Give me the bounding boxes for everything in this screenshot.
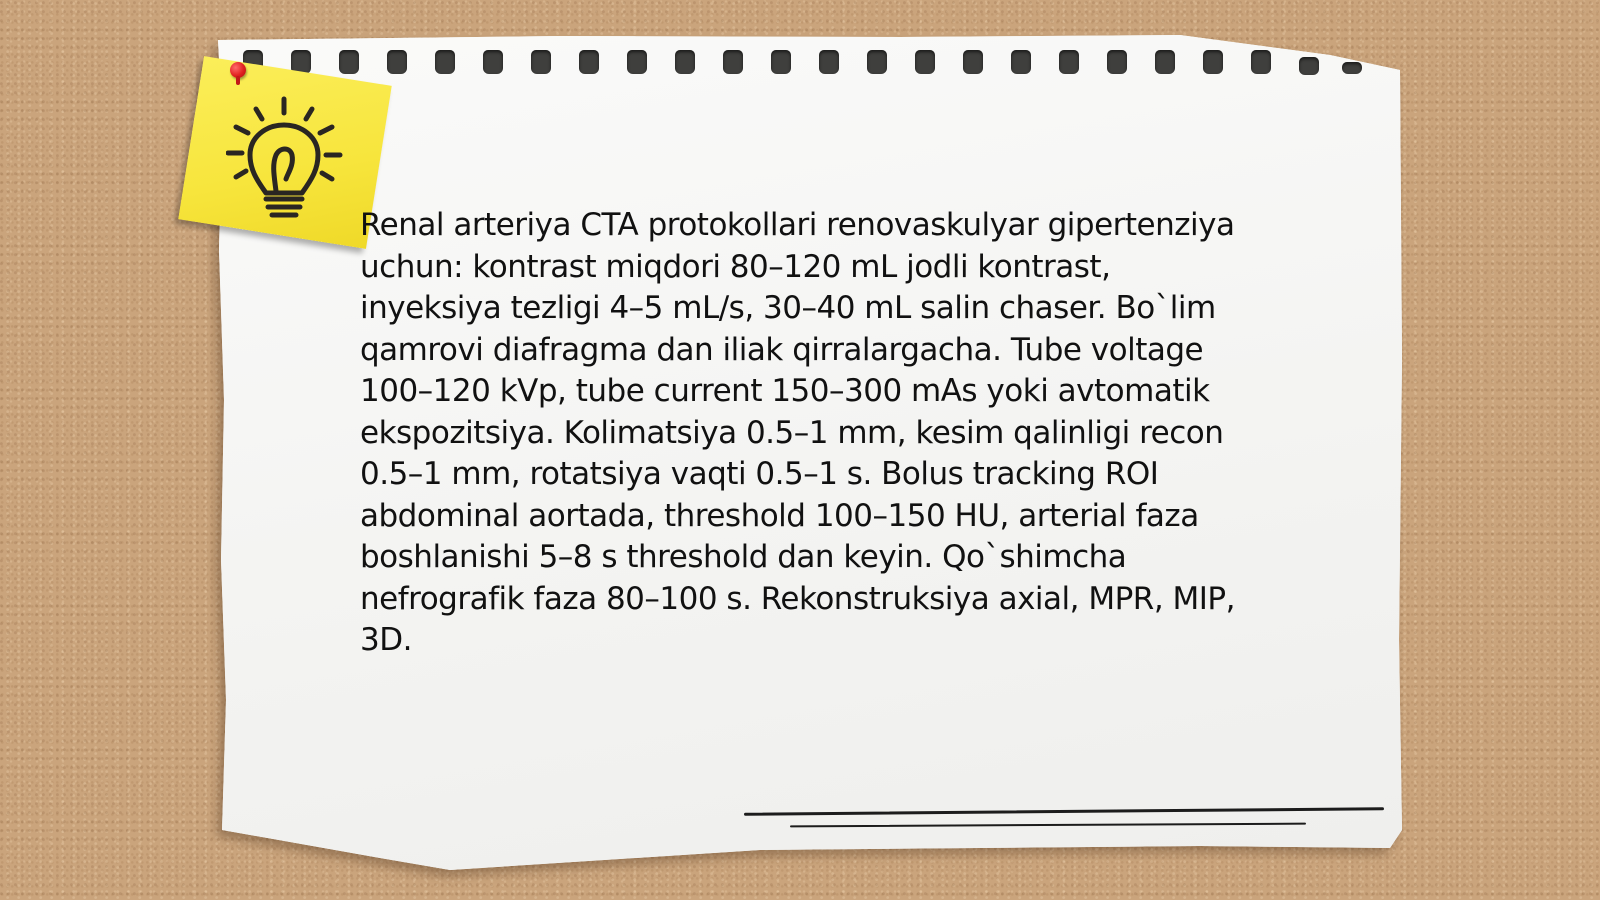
binder-hole [915, 50, 935, 74]
binder-hole [867, 50, 887, 74]
binder-hole [723, 50, 743, 74]
lightbulb-icon [226, 95, 346, 225]
binder-hole [1342, 62, 1362, 74]
binder-hole [771, 50, 791, 74]
binder-hole [483, 50, 503, 74]
push-pin-icon [230, 62, 246, 78]
binder-hole [579, 50, 599, 74]
binder-hole [1203, 50, 1223, 74]
binder-hole [1059, 50, 1079, 74]
binder-hole [387, 50, 407, 74]
binder-hole [1251, 50, 1271, 74]
binder-hole [675, 50, 695, 74]
binder-hole [1011, 50, 1031, 74]
binder-hole [1107, 50, 1127, 74]
binder-hole [963, 50, 983, 74]
binder-hole [531, 50, 551, 74]
binder-hole [339, 50, 359, 74]
binder-hole [1299, 57, 1319, 75]
binder-hole [819, 50, 839, 74]
note-body-text: Renal arteriya CTA protokollari renovaskulyar gipertenziya uchun: kontrast miqdori 80–120 mL jodli kontrast, inyeksiya tezligi 4–5 mL/s, 30–40 mL salin chaser. Bo`lim qamrovi diafragma dan iliak qirralargacha. Tube voltage 100–120 kVp, tube current 150–300 mAs yoki avtomatik ekspozitsiya. Kolimatsiya 0.5–1 mm, kesim qalinligi recon 0.5–1 mm, rotatsiya vaqti 0.5–1 s. Bolus tracking ROI abdominal aortada, threshold 100–150 HU, arterial faza boshlanishi 5–8 s threshold dan keyin. Qo`shimcha nefrografik faza 80–100 s. Rekonstruksiya axial, MPR, MIP, 3D. [360, 207, 1235, 658]
binder-hole [435, 50, 455, 74]
binder-hole [1155, 50, 1175, 74]
binder-hole [627, 50, 647, 74]
